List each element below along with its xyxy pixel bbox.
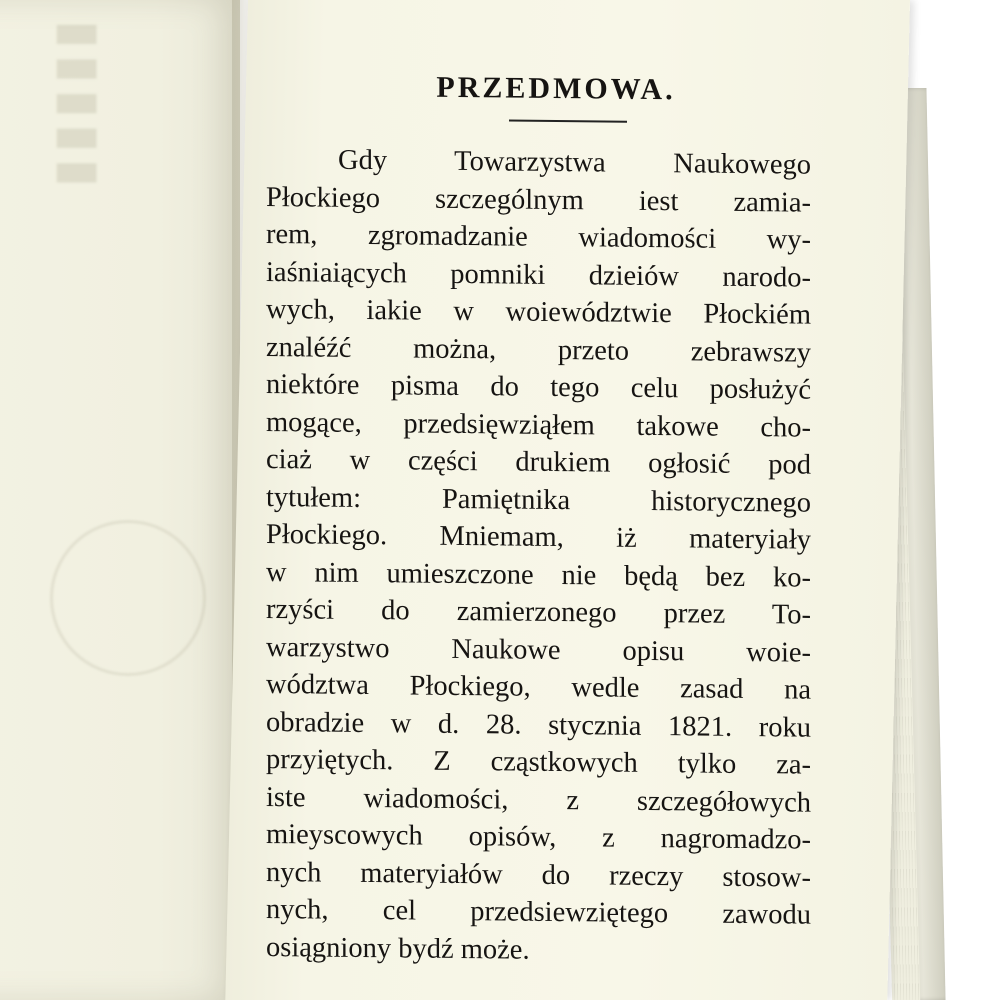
bleed-through-text: ▮▮▮▮▮ [50,20,110,194]
text-line: mieyscowych opisów, z nagromadzo- [266,818,811,856]
text-line: przyiętych. Z cząstkowych tylko za- [266,743,811,781]
text-line: rzyści do zamierzonego przez To- [266,593,811,631]
page-content [258,57,858,972]
bleed-through-seal [50,520,206,676]
text-line: niektóre pisma do tego celu posłużyć [266,368,811,406]
title-rule [509,119,627,122]
text-line: nych materyiałów do rzeczy stosow- [266,856,811,894]
text-line: iaśniaiących pomniki dzieiów narodo- [266,256,811,294]
text-line: rem, zgromadzanie wiadomości wy- [266,218,811,256]
preface-body [266,141,811,972]
text-line: wództwa Płockiego, wedle zasad na [266,668,811,706]
text-line: mogące, przedsięwziąłem takowe cho- [266,406,811,444]
text-line: obradzie w d. 28. stycznia 1821. roku [266,706,811,744]
text-line: Gdy Towarzystwa Naukowego [338,144,811,181]
text-line: warzystwo Naukowe opisu woie- [266,631,811,669]
text-line: tytułem: Pamiętnika historycznego [266,481,811,519]
text-line: wych, iakie w woiewództwie Płockiém [266,293,811,331]
text-line: iste wiadomości, z szczegółowych [266,781,811,819]
left-page [0,0,240,1000]
text-line: osiągniony bydź może. [266,931,530,966]
text-line: Płockiego szczególnym iest zamia- [266,181,811,219]
text-line: Płockiego. Mniemam, iż materyiały [266,518,811,556]
page-title: PRZEDMOWA. [436,70,676,107]
text-line: nych, cel przedsiewziętego zawodu [266,893,811,931]
text-line: w nim umieszczone nie będą bez ko- [266,556,811,594]
text-line: znaléźć można, przeto zebrawszy [266,331,811,369]
text-line: ciaż w części drukiem ogłosić pod [266,443,811,481]
